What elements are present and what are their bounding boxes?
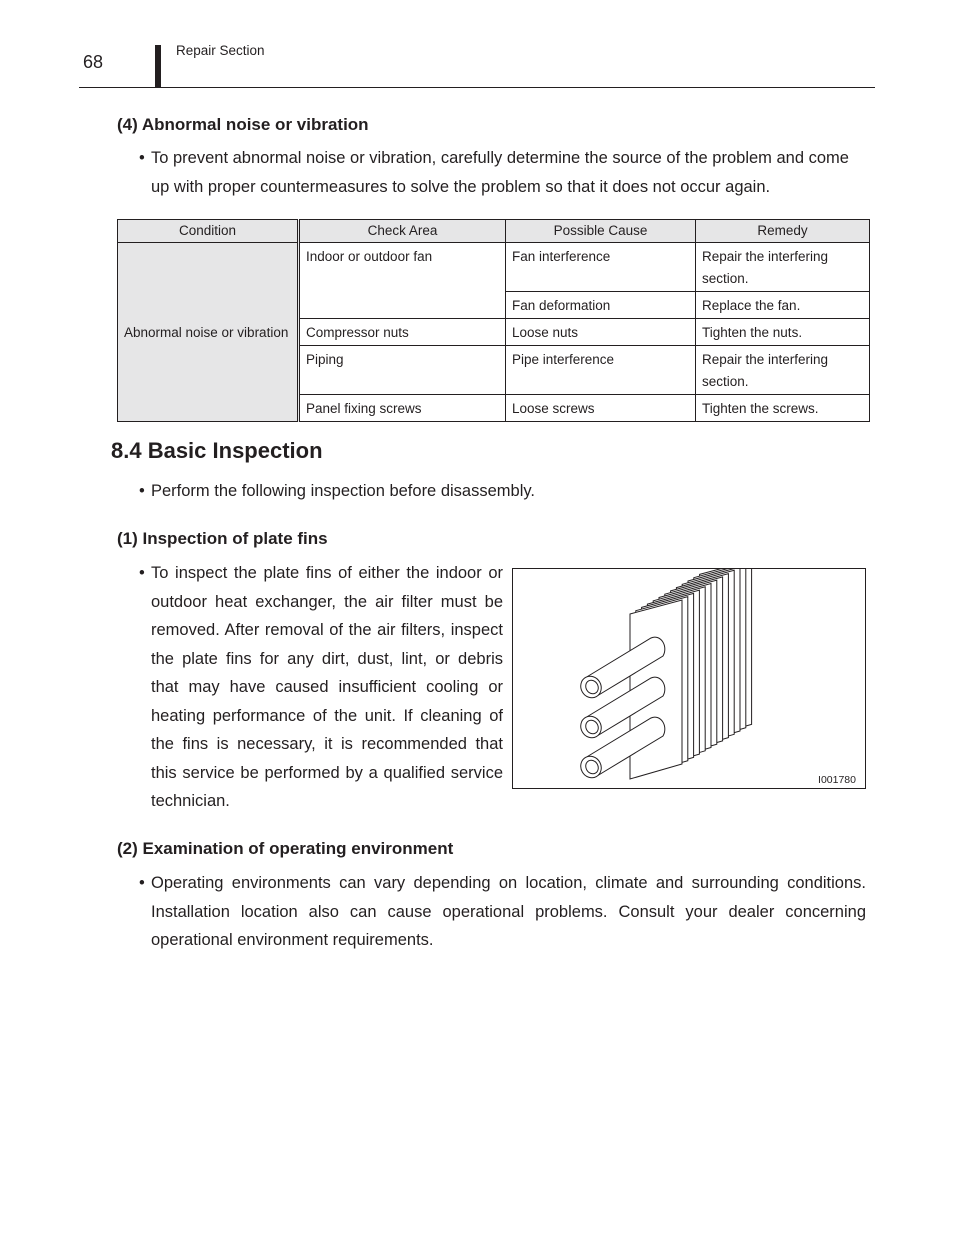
troubleshooting-table (117, 219, 870, 422)
cause-cell: Fan deformation (506, 292, 696, 319)
remedy-cell: Repair the interfering section. (696, 346, 870, 395)
col-check-area: Check Area (299, 220, 506, 243)
figure-code: I001780 (818, 774, 856, 786)
check-area-cell: Indoor or outdoor fan (299, 243, 506, 319)
check-area-cell: Piping (299, 346, 506, 395)
col-condition: Condition (118, 220, 299, 243)
fins-heading: (1) Inspection of plate fins (117, 529, 328, 548)
condition-cell: Abnormal noise or vibration (118, 243, 299, 422)
remedy-cell: Replace the fan. (696, 292, 870, 319)
cause-cell: Loose nuts (506, 319, 696, 346)
bullet: • (139, 482, 145, 500)
basic-text: Perform the following inspection before disassembly. (151, 482, 535, 500)
environment-heading: (2) Examination of operating environment (117, 839, 454, 858)
basic-paragraph (139, 477, 871, 506)
col-possible-cause: Possible Cause (506, 220, 696, 243)
table-row (118, 243, 870, 292)
bullet: • (139, 874, 145, 892)
cause-cell: Loose screws (506, 395, 696, 422)
cause-cell: Pipe interference (506, 346, 696, 395)
heat-exchanger-fins-illustration-icon (513, 569, 865, 788)
cause-cell: Fan interference (506, 243, 696, 292)
figure-frame (512, 568, 866, 789)
fins-paragraph (139, 559, 503, 816)
section-title: Repair Section (176, 43, 265, 58)
header-rule (79, 87, 875, 88)
environment-text: Operating environments can vary depending on location, climate and surrounding conditions. Installation location also can cause operational problems. Consult your dealer concerning operational environment requirements. (151, 874, 866, 949)
check-area-cell: Compressor nuts (299, 319, 506, 346)
environment-paragraph (139, 869, 866, 955)
section-heading: 8.4 Basic Inspection (111, 438, 323, 463)
check-area-cell: Panel fixing screws (299, 395, 506, 422)
remedy-cell: Repair the interfering section. (696, 243, 870, 292)
fins-text: To inspect the plate fins of either the indoor or outdoor heat exchanger, the air filter must be removed. After removal of the air filters, inspect the plate fins for any dirt, dust, lint, or debris that may have caused insufficient cooling or heating performance of the unit. If cleaning of the fins is necessary, it is recommended that this service be performed by a qualified service technician. (151, 564, 503, 810)
bullet: • (139, 149, 145, 167)
table-header-row (118, 220, 870, 243)
remedy-cell: Tighten the nuts. (696, 319, 870, 346)
noise-heading: (4) Abnormal noise or vibration (117, 115, 369, 134)
col-remedy: Remedy (696, 220, 870, 243)
bullet: • (139, 564, 145, 582)
page-number: 68 (83, 52, 104, 72)
noise-text: To prevent abnormal noise or vibration, carefully determine the source of the problem and come up with proper countermeasures to solve the problem so that it does not occur again. (151, 149, 849, 196)
noise-paragraph (139, 144, 871, 201)
remedy-cell: Tighten the screws. (696, 395, 870, 422)
header-bar (155, 45, 161, 88)
